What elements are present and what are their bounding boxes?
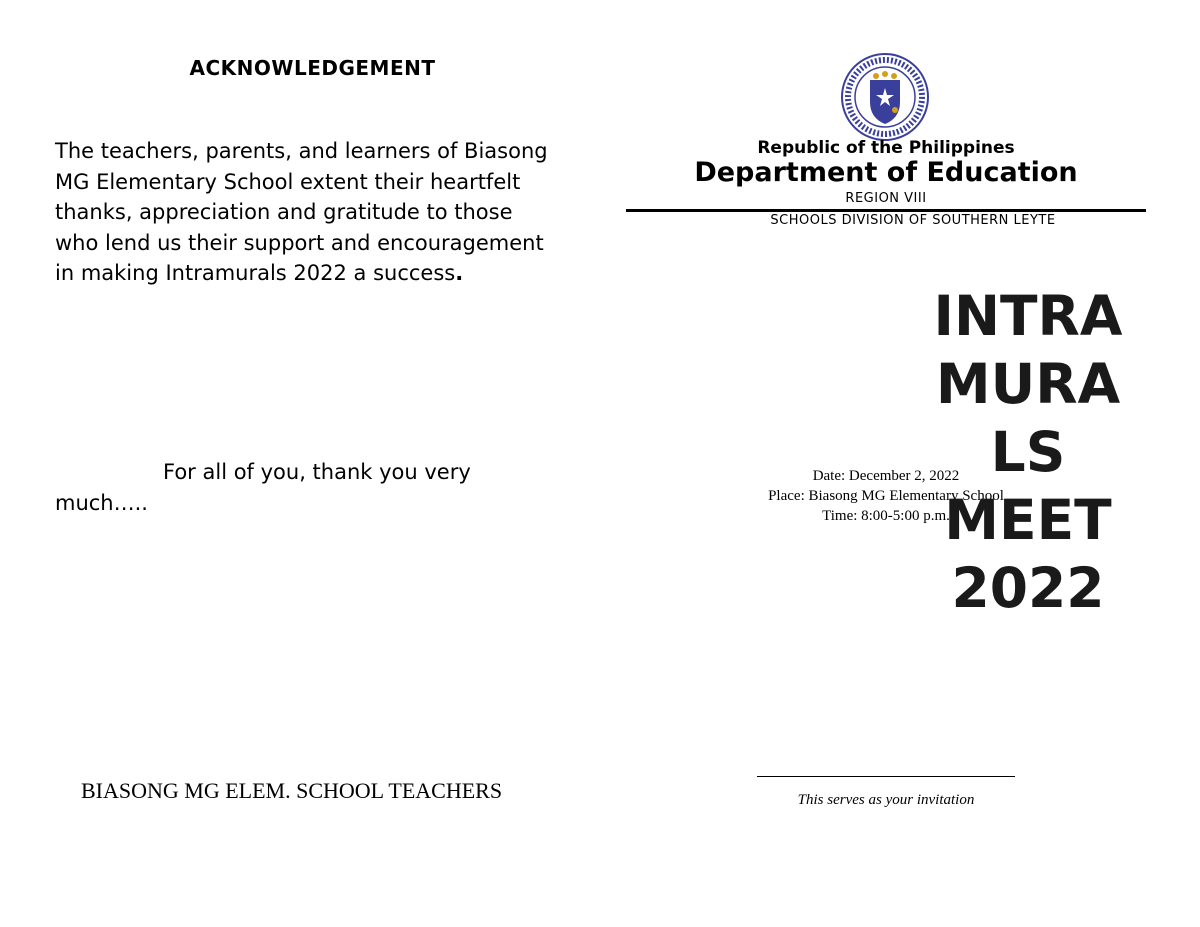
thank-you-text: For all of you, thank you very much…..	[55, 460, 471, 515]
header-divider	[626, 209, 1146, 212]
event-title-line: INTRA	[933, 284, 1123, 348]
region-label: REGION VIII	[845, 191, 927, 206]
event-title-line: LS	[990, 420, 1066, 484]
republic-heading: Republic of the Philippines	[757, 138, 1015, 158]
signature-line: BIASONG MG ELEM. SCHOOL TEACHERS	[81, 778, 503, 803]
acknowledgement-title: ACKNOWLEDGEMENT	[189, 56, 436, 80]
invitation-divider	[757, 776, 1015, 777]
acknowledgement-text: The teachers, parents, and learners of Biasong MG Elementary School extent their heartfelt thanks, appreciation and gratitude to those who lend us their support and encouragement in making Intramurals 2022 a success	[55, 139, 548, 285]
department-heading: Department of Education	[694, 157, 1078, 188]
division-label: SCHOOLS DIVISION OF SOUTHERN LEYTE	[770, 213, 1056, 228]
event-time: Time: 8:00-5:00 p.m.	[822, 508, 950, 524]
acknowledgement-body	[55, 136, 555, 289]
event-title-line: MURA	[935, 352, 1121, 416]
acknowledgement-period: .	[455, 261, 464, 285]
event-title	[918, 282, 1138, 622]
event-date: Date: December 2, 2022	[812, 468, 960, 484]
event-title-line: MEET	[944, 488, 1112, 552]
event-place: Place: Biasong MG Elementary School	[768, 488, 1004, 504]
deped-seal-icon	[840, 52, 930, 142]
invitation-note: This serves as your invitation	[797, 792, 975, 808]
event-title-line: 2022	[951, 556, 1105, 620]
